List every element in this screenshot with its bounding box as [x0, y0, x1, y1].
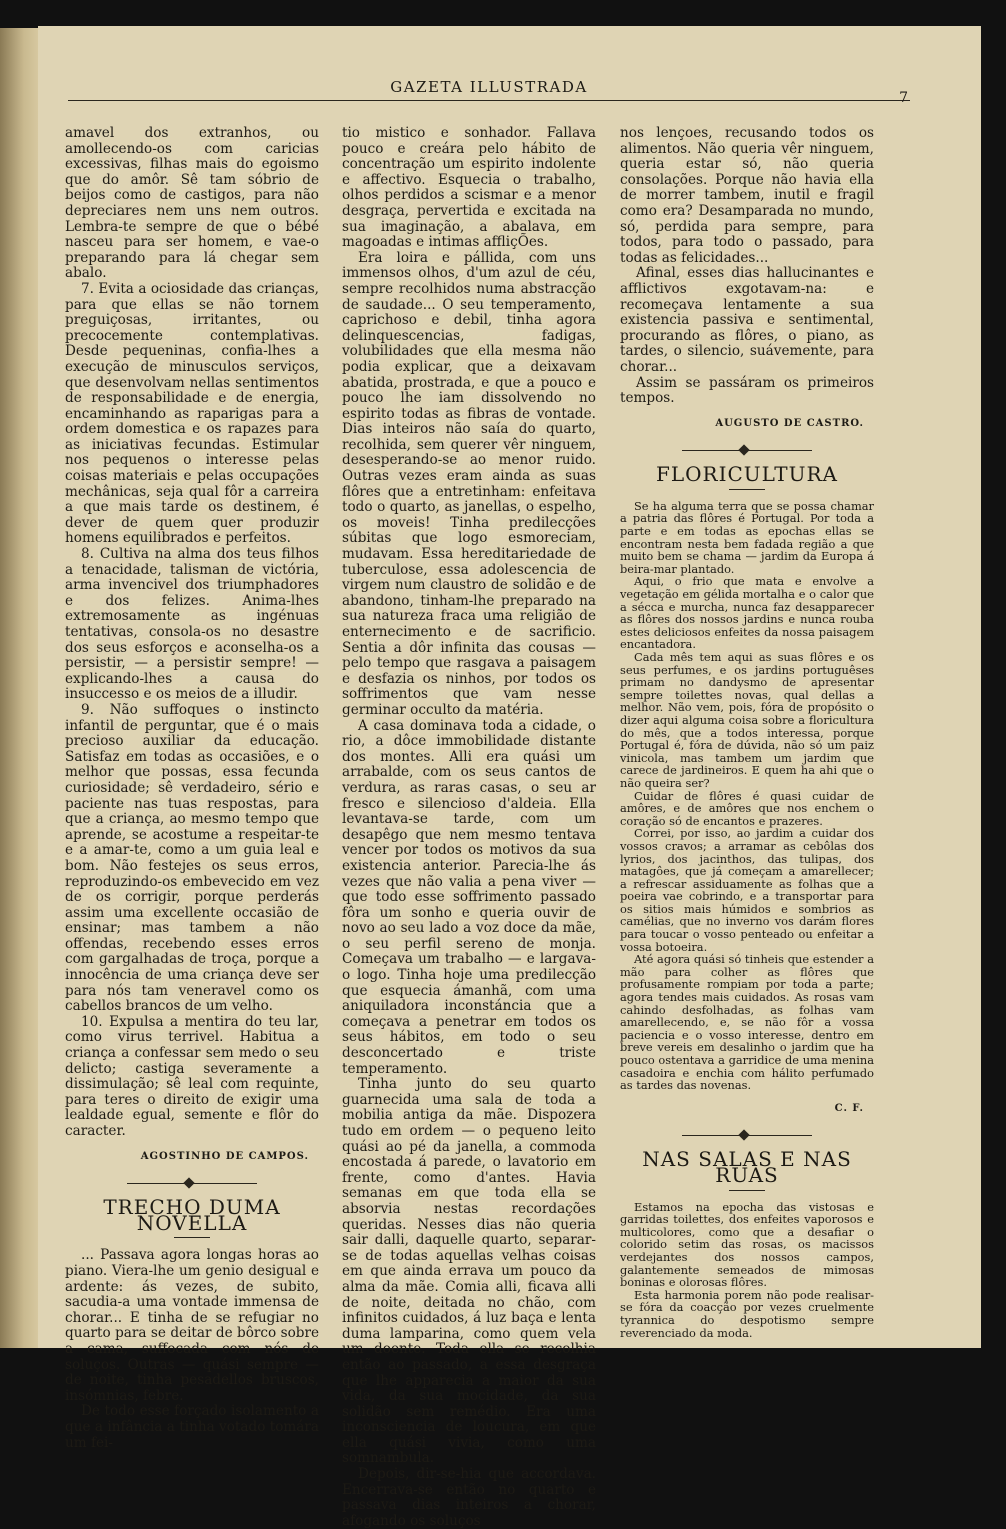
- paragraph: Aqui, o frio que mata e envolve a vegetação em gélida mortalha e o calor que a sécca e murcha, nunca faz desapparecer as flôres dos nossos jardins e nunca rouba estes deliciosos enfeites da nossa paisagem encantadora.: [620, 574, 874, 652]
- section-title: NAS SALAS E NAS RUAS: [642, 1147, 852, 1187]
- author-signature: AUGUSTO DE CASTRO.: [715, 417, 864, 429]
- section-title: TRECHO DUMA NOVELLA: [103, 1195, 281, 1235]
- publication-title: GAZETA ILLUSTRADA: [390, 78, 588, 96]
- paragraph: Tinha junto do seu quarto guarnecida uma sala de toda a mobilia antiga da mãe. Dispozera tudo em ordem — o pequeno leito quási ao pé da janella, a commoda encostada á parede, o lavatorio em frente, como d'antes. Havia semanas em que toda ella se absorvia nestas recordações queridas. Nesses dias não queria sair dalli, daquelle quarto, separar-se de todas aquellas velhas coisas em que ainda errava um pouco da alma da mãe. Comia alli, ficava alli de noite, deitada no chão, com infinitos cuidados, á luz baça e lenta duma lamparina, como quem vela um doente. Toda ella se recolhia então ao passado, a essa desgraça que lhe apparecia a maior da sua vida, da sua mocidade, da sua solidão sem remédio. Era uma inconsciencia de loucura, em que ella quási vivia, como uma somnambula.: [342, 1076, 596, 1467]
- page-number: 7: [899, 90, 908, 106]
- paragraph: Correi, por isso, ao jardim a cuidar dos vossos cravos; a arramar as cebôlas dos lyrios, dos jacinthos, das tulipas, dos matagôes, que já começam a amarellecer; a refrescar assiduamente as folhas que a poeira vae cobrindo, e a transportar para os sitios mais húmidos e sombrios as camélias, que no inverno vos darám flores para toucar o vosso penteado ou enfeitar a vossa botoeira.: [620, 826, 874, 954]
- book-spine: [0, 28, 40, 1348]
- paragraph: Até agora quási só tinheis que estender a mão para colher as flôres que profusamente rompiam por toda a parte; agora tendes mais cuidados. As rosas vam cahindo desfolhadas, as folhas vam amarellecendo, e, se não fôr a vossa paciencia e o vosso interesse, dentro em breve vereis em desalinho o jardim que ha pouco ostentava a garridice de uma menina casadoira e enchia com hálito perfumado as tardes das novenas.: [620, 952, 874, 1093]
- section-divider: [682, 1128, 812, 1142]
- section-divider: [127, 1176, 257, 1190]
- paragraph: 8. Cultiva na alma dos teus filhos a tenacidade, talisman de victória, arma invencivel dos triumphadores e dos felizes. Anima-lhes extremosamente as ingénuas tentativas, consola-os no desastre dos seus esforços e aconselha-os a persistir, — a persistir sempre! — explicando-lhes a causa do insuccesso e os meios de a illudir.: [65, 546, 319, 703]
- author-signature: AGOSTINHO DE CAMPOS.: [140, 1150, 309, 1162]
- column-3: [620, 126, 874, 1339]
- paragraph: Estamos na epocha das vistosas e garridas toilettes, dos enfeites vaporosos e multicolores, como que a desafiar o colorido setim das rosas, os macissos verdejantes dos nossos campos, galantemente semeados de mimosas boninas e olorosas flôres.: [620, 1199, 874, 1290]
- title-rule: [729, 489, 765, 490]
- section-title: FLORICULTURA: [655, 462, 839, 487]
- paragraph: A casa dominava toda a cidade, o rio, a dôce immobilidade distante dos montes. Alli era quási um arrabalde, com os seus cantos de verdura, as raras casas, o seu ar fresco e silencioso d'aldeia. Ella levantava-se tarde, com um desapêgo que nem mesmo tentava vencer por todos os motivos da sua existencia anterior. Parecia-lhe ás vezes que não valia a pena viver — que todo esse soffrimento passado fôra um sonho e queria ouvir de novo ao seu lado a voz doce da mãe, o seu perfil sereno de monja. Começava um trabalho — e largava-o logo. Tinha hoje uma predilecção que esquecia ámanhã, com uma aniquiladora inconstáncia que a começava a penetrar em todos os seus hábitos, em todo o seu desconcertado e triste temperamento.: [342, 717, 596, 1077]
- column-2: [342, 126, 596, 1529]
- newspaper-page: [38, 26, 981, 1529]
- title-rule: [729, 1190, 765, 1191]
- paragraph: Afinal, esses dias hallucinantes e afflictivos exgotavam-na: e recomeçava lentamente a sua existencia passiva e sentimental, procurando as flôres, o piano, as tardes, o silencio, suávemente, para chorar...: [620, 265, 874, 375]
- section-divider: [682, 443, 812, 457]
- paragraph: ... Passava agora longas horas ao piano. Viera-lhe um genio desigual e ardente: ás vezes, de subito, sacudia-a uma vontade immensa de chorar... E tinha de se refugiar no quarto para se deitar de bôrco sobre a cama, suffocada com nós de soluços. Outras — quási sempre — de noite, tinha pesadellos bruscos, insómnias, febre.: [65, 1247, 319, 1404]
- author-signature: C. F.: [834, 1102, 864, 1114]
- paragraph: tio mistico e sonhador. Fallava pouco e creára pelo hábito de concentração um espirito indolente e affectivo. Esquecia o trabalho, olhos perdidos a scismar e a menor desgraça, pervertida e excitada na sua imaginação, a abalava, em magoadas e intimas affliçÕes.: [342, 125, 596, 251]
- paragraph: De todo esse forçado isolamento a que a infância a tinha votado tomára um fei-: [65, 1403, 319, 1451]
- floricultura-body: [620, 500, 874, 1092]
- paragraph: 7. Evita a ociosidade das crianças, para que ellas se não tornem preguiçosas, irritantes, ou precocemente contemplativas. Desde pequeninas, confia-lhes a execução de minusculos serviços, que desenvolvam nellas sentimentos de responsabilidade e de energia, encaminhando as raparigas para a ordem domestica e os rapazes para as iniciativas fecundas. Estimular nos pequenos o interesse pelas coisas materiais e pelas occupações mechânicas, seja qual fôr a carreira a que mais tarde os destinem, é dever de quem quer produzir homens equilibrados e perfeitos.: [65, 280, 319, 547]
- paragraph: Cuidar de flôres é quasi cuidar de amôres, e de amôres que nos enchem o coração só de encantos e prazeres.: [620, 788, 874, 828]
- paragraph: Era loira e pállida, com uns immensos olhos, d'um azul de céu, sempre recolhidos numa abstracção de saudade... O seu temperamento, caprichoso e debil, tinha agora delinquescencias, fadigas, volubilidades que ella mesma não podia explicar, que a deixavam abatida, prostrada, e que a pouco e pouco lhe iam dissolvendo no espirito todas as fibras de vontade. Dias inteiros não saía do quarto, recolhida, sem querer vêr ninguem, desesperando-se ao menor ruido. Outras vezes eram ainda as suas flôres que a entretinham: enfeitava todo o quarto, as janellas, o espelho, os moveis! Tinha predilecções súbitas que logo esmoreciam, mudavam. Essa hereditariedade de tuberculose, essa adolescencia de virgem num claustro de solidão e de abandono, tinham-lhe preparado na sua natureza fraca uma religião de enternecimento e de sacrificio. Sentia a dôr infinita das cousas — pelo tempo que rasgava a paisagem e desfazia os ninhos, por todos os soffrimentos que vam nesse germinar occulto da matéria.: [342, 249, 596, 718]
- paragraph: amavel dos extranhos, ou amollecendo-os com caricias excessivas, filhas mais do egoismo que do amôr. Sê tam sóbrio de beijos como de castigos, para não depreciares nem uns nem outros. Lembra-te sempre de que o bébé nasceu para ser homem, e vae-o preparando para lá chegar sem abalo.: [65, 125, 319, 282]
- page-header: [68, 76, 910, 106]
- paragraph: Esta harmonia porem não pode realisar-se fóra da coacção por vezes cruelmente tyrannica do despotismo sempre reverenciado da moda.: [620, 1287, 874, 1340]
- salas-body: [620, 1201, 874, 1340]
- paragraph: nos lençoes, recusando todos os alimentos. Não queria vêr ninguem, queria estar só, não queria consolações. Porque não havia ella de morrer tambem, inutil e fragil como era? Desamparada no mundo, só, perdida para sempre, para todos, para todo o passado, para todas as felicidades...: [620, 125, 874, 266]
- column-1: [65, 126, 319, 1451]
- paragraph: Se ha alguma terra que se possa chamar a patria das flôres é Portugal. Por toda a parte e em todas as epochas ellas se encontram nesta bem fadada região a que muito bem se chama — jardim da Europa á beira-mar plantado.: [620, 498, 874, 576]
- paragraph: Depois, dir-se-hia que accordava. Encerrava-se então no quarto e passava dias inteiros a chorar, afogando os soluços: [342, 1466, 596, 1529]
- title-rule: [174, 1237, 210, 1238]
- paragraph: 10. Expulsa a mentira do teu lar, como virus terrivel. Habitua a criança a confessar sem medo o seu delicto; castiga severamente a dissimulação; sê leal com requinte, para teres o direito de exigir uma lealdade egual, semente e flôr do caracter.: [65, 1013, 319, 1139]
- paragraph: Assim se passáram os primeiros tempos.: [620, 374, 874, 407]
- paragraph: Cada mês tem aqui as suas flôres e os seus perfumes, e os jardins portuguêses primam no dandysmo de apresentar sempre toilettes novas, qual dellas a melhor. Não vem, pois, fóra de propósito o dizer aqui alguma coisa sobre a floricultura do mês, que a todos interessa, porque Portugal é, fóra de dúvida, não só um paiz vinicola, mas tambem um jardim que carece de jardineiros. E quem ha ahi que o não queira ser?: [620, 650, 874, 790]
- paragraph: 9. Não suffoques o instincto infantil de perguntar, que é o mais precioso auxiliar da educação. Satisfaz em todas as occasiões, e o melhor que possas, essa fecunda curiosidade; sê verdadeiro, sério e paciente nas tuas respostas, para que a criança, ao mesmo tempo que aprende, se acostume a respeitar-te e a amar-te, como a um guia leal e bom. Não festejes os seus erros, reproduzindo-os embevecido em vez de os corrigir, porque perderás assim uma excellente occasião de ensinar; mas tambem a não offendas, recebendo esses erros com gargalhadas de troça, porque a innocência de uma criança deve ser para nós tam veneravel como os cabellos brancos de um velho.: [65, 701, 319, 1015]
